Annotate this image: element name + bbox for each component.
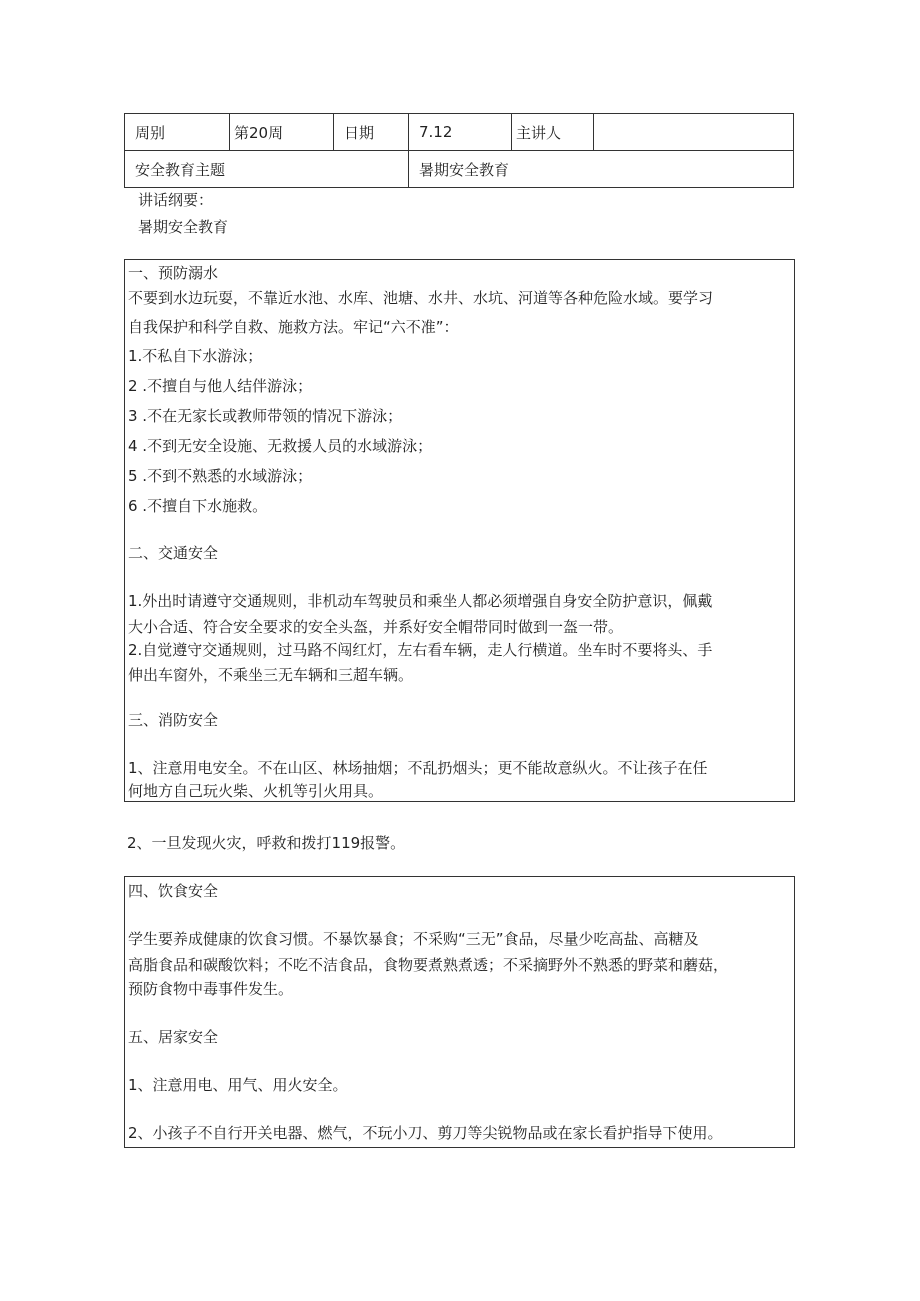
list-item: 6 .不擅自下水施救。 xyxy=(128,497,268,515)
lesson-info-table xyxy=(124,113,794,188)
week-label: 周别 xyxy=(125,114,230,151)
list-item: 3 .不在无家长或教师带领的情况下游泳； xyxy=(128,407,403,425)
paragraph-line: 学生要养成健康的饮食习惯。不暴饮暴食；不采购“三无”食品，尽量少吃高盐、高糖及 xyxy=(128,930,699,948)
paragraph-line: 1、注意用电安全。不在山区、林场抽烟；不乱扔烟头；更不能故意纵火。不让孩子在任 xyxy=(128,759,708,777)
date-label: 日期 xyxy=(334,114,409,151)
section-title-traffic: 二、交通安全 xyxy=(128,544,219,562)
date-value: 7.12 xyxy=(409,114,512,151)
section-title-fire: 三、消防安全 xyxy=(128,711,219,729)
topic-label: 安全教育主题 xyxy=(125,151,409,188)
speaker-value xyxy=(594,114,794,151)
list-item: 1.不私自下水游泳； xyxy=(128,347,263,365)
paragraph-line: 不要到水边玩耍，不靠近水池、水库、池塘、水井、水坑、河道等各种危险水域。要学习 xyxy=(128,289,714,307)
content-box-1 xyxy=(124,259,795,802)
lesson-info-row-1 xyxy=(125,114,794,151)
topic-value: 暑期安全教育 xyxy=(409,151,794,188)
list-item: 4 .不到无安全设施、无救援人员的水域游泳； xyxy=(128,437,433,455)
paragraph-line: 1.外出时请遵守交通规则，非机动车驾驶员和乘坐人都必须增强自身安全防护意识，佩戴 xyxy=(128,592,713,610)
fire-item-2: 2、一旦发现火灾，呼救和拨打119报警。 xyxy=(127,834,406,852)
paragraph-line: 伸出车窗外，不乘坐三无车辆和三超车辆。 xyxy=(128,666,414,684)
outline-title: 暑期安全教育 xyxy=(138,218,229,236)
list-item: 1、注意用电、用气、用火安全。 xyxy=(128,1076,348,1094)
list-item: 5 .不到不熟悉的水域游泳； xyxy=(128,467,313,485)
week-value: 第20周 xyxy=(230,114,334,151)
paragraph-line: 2.自觉遵守交通规则，过马路不闯红灯，左右看车辆，走人行横道。坐车时不要将头、手 xyxy=(128,641,713,659)
paragraph-line: 大小合适、符合安全要求的安全头盔，并系好安全帽带同时做到一盔一带。 xyxy=(128,618,624,636)
outline-heading: 讲话纲要： xyxy=(138,191,214,209)
paragraph-line: 预防食物中毒事件发生。 xyxy=(128,980,294,998)
list-item: 2、小孩子不自行开关电器、燃气，不玩小刀、剪刀等尖锐物品或在家长看护指导下使用。 xyxy=(128,1124,723,1142)
lesson-info-row-2 xyxy=(125,151,794,188)
section-title-food: 四、饮食安全 xyxy=(128,882,219,900)
section-title-home: 五、居家安全 xyxy=(128,1028,219,1046)
content-box-2 xyxy=(124,876,795,1148)
speaker-label: 主讲人 xyxy=(512,114,594,151)
paragraph-line: 高脂食品和碳酸饮料；不吃不洁食品，食物要煮熟煮透；不采摘野外不熟悉的野菜和蘑菇， xyxy=(128,956,729,974)
list-item: 2 .不擅自与他人结伴游泳； xyxy=(128,377,313,395)
section-title-drowning: 一、预防溺水 xyxy=(128,264,219,282)
paragraph-line: 自我保护和科学自救、施救方法。牢记“六不准”： xyxy=(128,318,459,336)
paragraph-line: 何地方自己玩火柴、火机等引火用具。 xyxy=(128,782,384,800)
